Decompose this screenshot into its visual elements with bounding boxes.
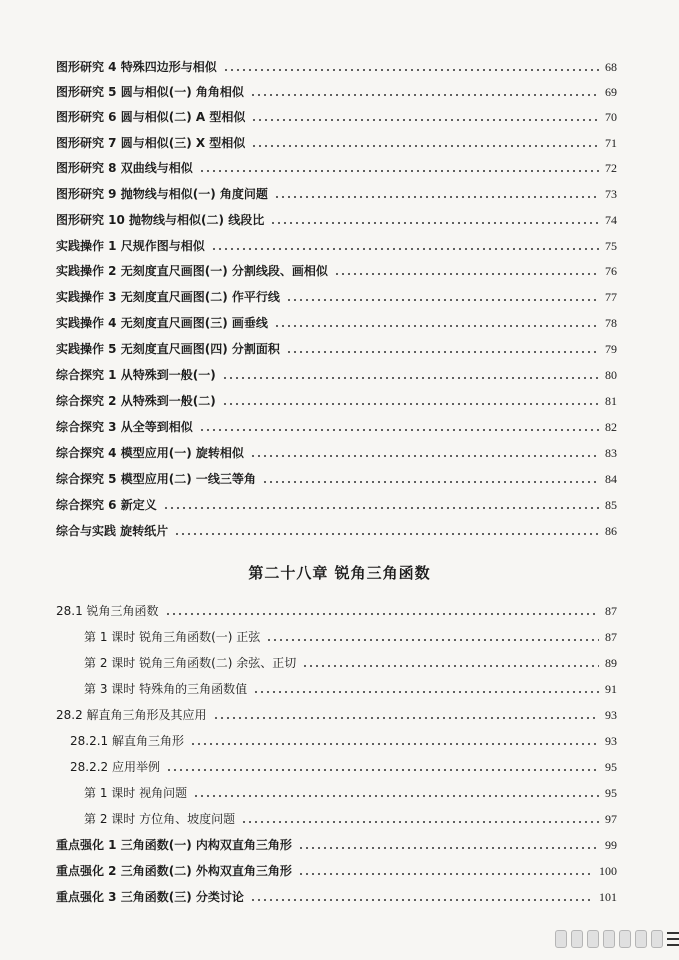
dot-leader — [193, 782, 599, 804]
toc-entry-label: 综合探究 2 从特殊到一般(二) — [56, 394, 216, 408]
dot-leader — [222, 390, 599, 412]
toc-entry-label: 图形研究 7 圆与相似(三) X 型相似 — [56, 136, 246, 150]
dot-leader — [190, 730, 599, 752]
dot-leader — [250, 81, 599, 103]
dot-leader — [211, 235, 599, 257]
dot-leader — [253, 678, 599, 700]
toc-page-number: 79 — [605, 342, 617, 356]
toc-entry[interactable] — [0, 730, 679, 752]
toc-page-number: 84 — [605, 472, 617, 486]
toc-entry[interactable] — [0, 782, 679, 804]
toc-entry[interactable] — [0, 416, 679, 438]
toc-page-number: 101 — [599, 890, 617, 904]
toc-entry[interactable] — [0, 81, 679, 103]
toc-entry-label: 第 2 课时 锐角三角函数(二) 余弦、正切 — [84, 656, 297, 670]
toc-entry-label: 第 1 课时 锐角三角函数(一) 正弦 — [84, 630, 261, 644]
dot-leader — [274, 312, 599, 334]
toc-page-number: 68 — [605, 60, 617, 74]
toc-page-number: 82 — [605, 420, 617, 434]
toc-entry-label: 实践操作 1 尺规作图与相似 — [56, 239, 205, 253]
toc-page-number: 86 — [605, 524, 617, 538]
toc-entry-label: 综合与实践 旋转纸片 — [56, 524, 169, 538]
menu-lines-icon[interactable] — [667, 932, 679, 946]
toc-entry-label: 实践操作 3 无刻度直尺画图(二) 作平行线 — [56, 290, 280, 304]
toc-entry[interactable] — [0, 157, 679, 179]
dot-leader — [298, 860, 593, 882]
toc-entry-label: 28.2.2 应用举例 — [70, 760, 160, 774]
toc-entry-label: 28.2.1 解直角三角形 — [70, 734, 184, 748]
toc-entry-label: 重点强化 3 三角函数(三) 分类讨论 — [56, 890, 244, 904]
toc-entry[interactable] — [0, 678, 679, 700]
toc-entry[interactable] — [0, 652, 679, 674]
dot-leader — [298, 834, 599, 856]
dot-leader — [199, 157, 599, 179]
toc-entry-label: 综合探究 4 模型应用(一) 旋转相似 — [56, 446, 244, 460]
toc-entry[interactable] — [0, 834, 679, 856]
toc-entry-label: 图形研究 9 抛物线与相似(一) 角度问题 — [56, 187, 268, 201]
toc-entry[interactable] — [0, 886, 679, 908]
toc-page-number: 97 — [605, 812, 617, 826]
toc-entry[interactable] — [0, 364, 679, 386]
dot-leader — [165, 600, 599, 622]
toc-entry[interactable] — [0, 235, 679, 257]
dot-leader — [274, 183, 599, 205]
page-mark-icon — [555, 930, 567, 948]
toc-entry-label: 综合探究 1 从特殊到一般(一) — [56, 368, 216, 382]
toc-page-number: 76 — [605, 264, 617, 278]
page-mark-icon — [619, 930, 631, 948]
toc-entry-label: 图形研究 8 双曲线与相似 — [56, 161, 193, 175]
toc-entry[interactable] — [0, 183, 679, 205]
toc-page-number: 87 — [605, 604, 617, 618]
toc-entry[interactable] — [0, 520, 679, 542]
page-mark-icon — [587, 930, 599, 948]
toc-page-number: 75 — [605, 239, 617, 253]
toc-entry[interactable] — [0, 600, 679, 622]
toc-entry-label: 图形研究 6 圆与相似(二) A 型相似 — [56, 110, 246, 124]
toc-entry-label: 实践操作 2 无刻度直尺画图(一) 分割线段、画相似 — [56, 264, 328, 278]
dot-leader — [251, 132, 599, 154]
toc-entry-label: 实践操作 4 无刻度直尺画图(三) 画垂线 — [56, 316, 268, 330]
toc-page-number: 100 — [599, 864, 617, 878]
toc-page-number: 81 — [605, 394, 617, 408]
toc-page-number: 99 — [605, 838, 617, 852]
dot-leader — [250, 442, 599, 464]
toc-page-number: 83 — [605, 446, 617, 460]
toc-page-number: 93 — [605, 734, 617, 748]
toc-entry-label: 图形研究 5 圆与相似(一) 角角相似 — [56, 85, 244, 99]
toc-page-number: 77 — [605, 290, 617, 304]
toc-page-number: 70 — [605, 110, 617, 124]
dot-leader — [213, 704, 599, 726]
toc-entry-label: 实践操作 5 无刻度直尺画图(四) 分割面积 — [56, 342, 280, 356]
toc-entry[interactable] — [0, 132, 679, 154]
toc-page-number: 93 — [605, 708, 617, 722]
toc-entry-label: 综合探究 3 从全等到相似 — [56, 420, 193, 434]
dot-leader — [334, 260, 599, 282]
dot-leader — [286, 286, 599, 308]
toc-page-number: 71 — [605, 136, 617, 150]
dot-leader — [250, 886, 593, 908]
toc-entry[interactable] — [0, 494, 679, 516]
toc-entry[interactable] — [0, 106, 679, 128]
toc-entry[interactable] — [0, 704, 679, 726]
page-mark-icon — [603, 930, 615, 948]
dot-leader — [266, 626, 599, 648]
toc-entry[interactable] — [0, 56, 679, 78]
toc-entry-label: 重点强化 2 三角函数(二) 外构双直角三角形 — [56, 864, 292, 878]
toc-entry[interactable] — [0, 312, 679, 334]
toc-entry[interactable] — [0, 442, 679, 464]
toc-page-number: 91 — [605, 682, 617, 696]
dot-leader — [199, 416, 599, 438]
toc-entry[interactable] — [0, 390, 679, 412]
page-mark-icon — [635, 930, 647, 948]
toc-entry-label: 28.1 锐角三角函数 — [56, 604, 159, 618]
dot-leader — [262, 468, 599, 490]
dot-leader — [251, 106, 599, 128]
toc-entry-label: 第 1 课时 视角问题 — [84, 786, 188, 800]
toc-entry[interactable] — [0, 260, 679, 282]
dot-leader — [222, 364, 599, 386]
dot-leader — [223, 56, 599, 78]
toc-entry[interactable] — [0, 860, 679, 882]
toc-page-number: 85 — [605, 498, 617, 512]
dot-leader — [270, 209, 599, 231]
toc-entry-label: 综合探究 5 模型应用(二) 一线三等角 — [56, 472, 256, 486]
toc-page-number: 78 — [605, 316, 617, 330]
page-mark-icon — [651, 930, 663, 948]
toc-page-number: 80 — [605, 368, 617, 382]
toc-entry[interactable] — [0, 756, 679, 778]
toc-page-number: 72 — [605, 161, 617, 175]
toc-entry-label: 第 2 课时 方位角、坡度问题 — [84, 812, 236, 826]
toc-page-number: 73 — [605, 187, 617, 201]
toc-entry-label: 图形研究 4 特殊四边形与相似 — [56, 60, 217, 74]
toc-entry[interactable] — [0, 338, 679, 360]
corner-marks — [555, 930, 679, 948]
toc-entry-label: 第 3 课时 特殊角的三角函数值 — [84, 682, 248, 696]
dot-leader — [166, 756, 599, 778]
toc-page-number: 95 — [605, 760, 617, 774]
toc-page-number: 89 — [605, 656, 617, 670]
dot-leader — [302, 652, 599, 674]
page-mark-icon — [571, 930, 583, 948]
toc-entry-label: 图形研究 10 抛物线与相似(二) 线段比 — [56, 213, 265, 227]
toc-entry-label: 重点强化 1 三角函数(一) 内构双直角三角形 — [56, 838, 292, 852]
dot-leader — [163, 494, 599, 516]
toc-page-number: 74 — [605, 213, 617, 227]
toc-entry[interactable] — [0, 209, 679, 231]
toc-entry[interactable] — [0, 808, 679, 830]
toc-page-number: 95 — [605, 786, 617, 800]
toc-page-number: 69 — [605, 85, 617, 99]
toc-entry[interactable] — [0, 626, 679, 648]
chapter-title: 第二十八章 锐角三角函数 — [248, 564, 431, 582]
toc-entry-label: 综合探究 6 新定义 — [56, 498, 157, 512]
dot-leader — [241, 808, 599, 830]
dot-leader — [174, 520, 599, 542]
toc-entry[interactable] — [0, 468, 679, 490]
toc-page-number: 87 — [605, 630, 617, 644]
dot-leader — [286, 338, 599, 360]
toc-entry[interactable] — [0, 286, 679, 308]
toc-entry-label: 28.2 解直角三角形及其应用 — [56, 708, 207, 722]
